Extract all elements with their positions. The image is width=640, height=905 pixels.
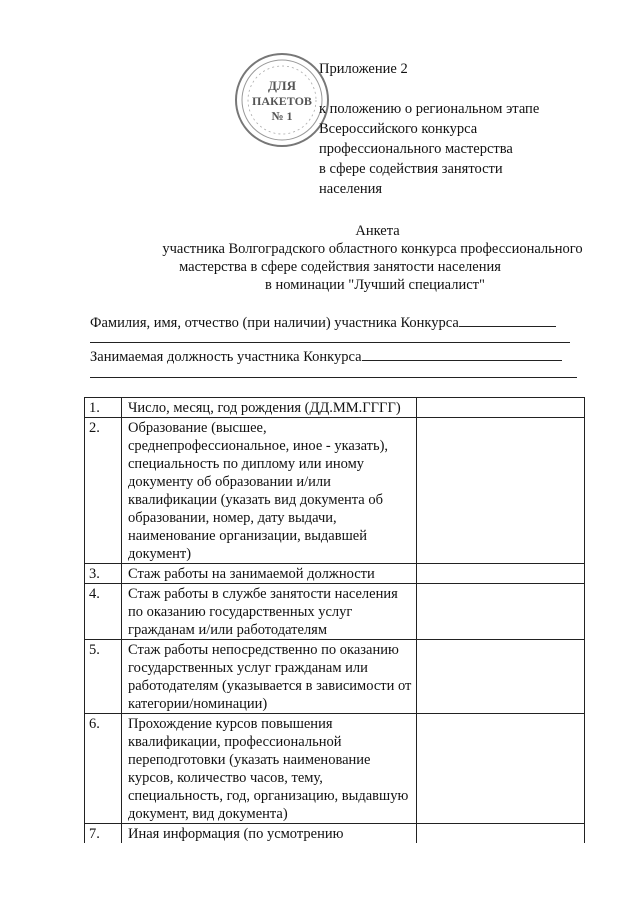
appendix-line: в сфере содействия занятости	[319, 161, 503, 177]
form-title	[60, 222, 620, 294]
answer-cell[interactable]	[417, 564, 585, 584]
fio-field	[90, 312, 556, 332]
stamp-graphic	[232, 50, 332, 150]
position-label: Занимаемая должность участника Конкурса	[90, 349, 362, 365]
row-question: Стаж работы на занимаемой должности	[122, 564, 417, 584]
stamp-line1: ДЛЯ	[267, 78, 297, 93]
row-number: 3.	[85, 564, 122, 584]
title-word: Анкета	[355, 223, 400, 239]
row-number: 5.	[85, 640, 122, 714]
title-line: участника Волгоградского областного конкурса профессионального	[162, 241, 583, 257]
round-stamp	[232, 50, 332, 150]
answer-cell[interactable]	[417, 714, 585, 824]
appendix-line: профессионального мастерства	[319, 141, 513, 157]
answer-cell[interactable]	[417, 398, 585, 418]
row-number: 1.	[85, 398, 122, 418]
title-line: в номинации "Лучший специалист"	[265, 277, 485, 293]
appendix-number: Приложение 2	[319, 61, 408, 77]
table-row	[85, 418, 585, 564]
row-question: Образование (высшее, среднепрофессиональное, иное - указать), специальность по диплому или иному документу об образовании и/или квалификации (указать вид документа об образовании, номер, дату выдачи, наименование организации, выдавшей документ)	[122, 418, 417, 564]
fio-continuation-line[interactable]	[90, 342, 570, 343]
table-row	[85, 564, 585, 584]
table-row	[85, 824, 585, 844]
appendix-line: к положению о региональном этапе	[319, 101, 540, 117]
row-question: Стаж работы в службе занятости населения по оказанию государственных услуг гражданам и/или работодателям	[122, 584, 417, 640]
row-question: Число, месяц, год рождения (ДД.ММ.ГГГГ)	[122, 398, 417, 418]
table-row	[85, 398, 585, 418]
table-row	[85, 714, 585, 824]
stamp-line2: ПАКЕТОВ	[252, 94, 312, 108]
row-number: 7.	[85, 824, 122, 844]
answer-cell[interactable]	[417, 584, 585, 640]
table-row	[85, 640, 585, 714]
stamp-line3: № 1	[271, 109, 293, 123]
appendix-header	[319, 60, 619, 199]
row-question: Прохождение курсов повышения квалификации, профессиональной переподготовки (указать наименование курсов, количество часов, тему, специальность, год, организацию, выдавшую документ, вид документа)	[122, 714, 417, 824]
appendix-line: Всероссийского конкурса	[319, 121, 478, 137]
row-number: 6.	[85, 714, 122, 824]
answer-cell[interactable]	[417, 824, 585, 844]
row-number: 4.	[85, 584, 122, 640]
row-question: Стаж работы непосредственно по оказанию государственных услуг гражданам или работодателям (указывается в зависимости от категории/номинации)	[122, 640, 417, 714]
fio-fill-line[interactable]	[459, 312, 556, 327]
appendix-line: населения	[319, 181, 383, 197]
position-fill-line[interactable]	[362, 346, 562, 361]
answer-cell[interactable]	[417, 640, 585, 714]
row-question: Иная информация (по усмотрению	[122, 824, 417, 844]
questionnaire-table	[84, 397, 585, 843]
position-field	[90, 346, 562, 366]
table-row	[85, 584, 585, 640]
fio-label: Фамилия, имя, отчество (при наличии) участника Конкурса	[90, 315, 459, 331]
row-number: 2.	[85, 418, 122, 564]
answer-cell[interactable]	[417, 418, 585, 564]
position-continuation-line[interactable]	[90, 377, 577, 378]
title-line: мастерства в сфере содействия занятости населения	[179, 259, 501, 275]
